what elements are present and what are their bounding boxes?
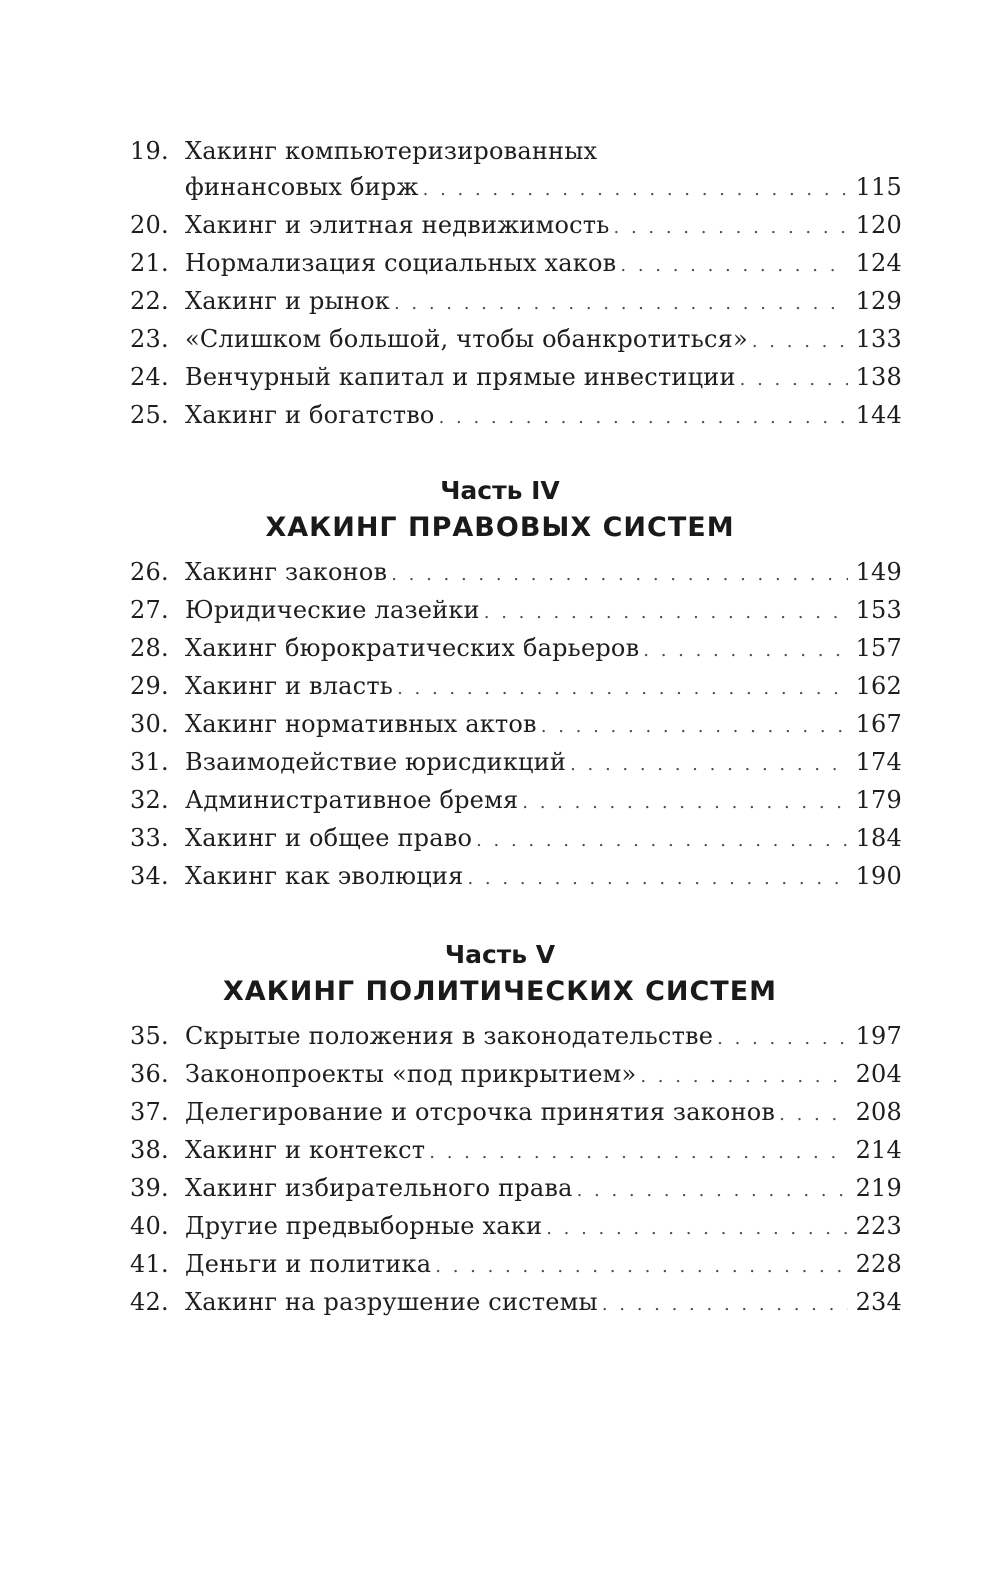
entry-number: 39. (130, 1174, 169, 1202)
entry-page: 214 (855, 1136, 902, 1164)
entry-number: 37. (130, 1098, 169, 1126)
entry-title: Хакинг и богатство (185, 401, 435, 429)
dot-leader (752, 323, 848, 361)
entry-number: 41. (130, 1250, 169, 1278)
entry-page: 208 (855, 1098, 902, 1126)
dot-leader (391, 556, 847, 594)
entry-number: 35. (130, 1022, 169, 1050)
entry-title: Венчурный капитал и прямые инвестиции (185, 363, 736, 391)
toc-entry (130, 1169, 902, 1207)
entry-title: Хакинг нормативных актов (185, 710, 537, 738)
entry-page: 234 (855, 1288, 902, 1316)
entry-number: 23. (130, 325, 169, 353)
toc-entry (130, 282, 902, 320)
toc-entry (130, 320, 902, 358)
toc-entry (130, 857, 902, 895)
dot-leader (467, 860, 847, 898)
entry-page: 138 (855, 363, 902, 391)
entry-number: 30. (130, 710, 169, 738)
entry-page: 120 (855, 211, 902, 239)
entry-title: «Слишком большой, чтобы обанкротиться» (185, 325, 748, 353)
toc-entry (130, 1093, 902, 1131)
entry-title: Юридические лазейки (185, 596, 480, 624)
entry-number: 21. (130, 249, 169, 277)
toc-entry (130, 553, 902, 591)
entry-title: Хакинг и элитная недвижимость (185, 211, 610, 239)
entry-title: Хакинг и общее право (185, 824, 473, 852)
entry-title: Другие предвыборные хаки (185, 1212, 543, 1240)
toc-entry (130, 1131, 902, 1169)
entry-page: 223 (855, 1212, 902, 1240)
entry-title: Хакинг как эволюция (185, 862, 464, 890)
toc-entry (130, 705, 902, 743)
entry-number: 29. (130, 672, 169, 700)
entry-number: 25. (130, 401, 169, 429)
toc-entry (130, 1017, 902, 1055)
dot-leader (614, 209, 848, 247)
toc-entry (130, 134, 902, 168)
entry-title: Хакинг и власть (185, 672, 394, 700)
toc-entry (130, 206, 902, 244)
entry-number: 26. (130, 558, 169, 586)
entry-page: 149 (855, 558, 902, 586)
entry-title: Административное бремя (185, 786, 519, 814)
toc-entry (130, 591, 902, 629)
dot-leader (541, 708, 848, 746)
dot-leader (643, 632, 847, 670)
entry-number: 22. (130, 287, 169, 315)
entry-page: 153 (855, 596, 902, 624)
entry-title: Хакинг и рынок (185, 287, 390, 315)
entry-title: Хакинг компьютеризированных (185, 137, 598, 165)
toc-list-part4 (130, 553, 902, 895)
entry-number: 19. (130, 137, 169, 165)
toc-list-part3 (130, 134, 902, 434)
part-label: Часть IV (440, 476, 560, 505)
dot-leader (394, 285, 848, 323)
dot-leader (476, 822, 847, 860)
dot-leader (640, 1058, 847, 1096)
dot-leader (423, 171, 848, 209)
toc-entry (130, 396, 902, 434)
toc-entry (130, 1055, 902, 1093)
dot-leader (546, 1210, 847, 1248)
entry-title: Деньги и политика (185, 1250, 432, 1278)
toc-entry-continuation (130, 168, 902, 206)
entry-title: Взаимодействие юрисдикций (185, 748, 567, 776)
entry-page: 184 (855, 824, 902, 852)
dot-leader (522, 784, 847, 822)
toc-entry (130, 629, 902, 667)
toc-entry (130, 743, 902, 781)
entry-number: 36. (130, 1060, 169, 1088)
dot-leader (620, 247, 847, 285)
entry-number: 34. (130, 862, 169, 890)
entry-page: 174 (855, 748, 902, 776)
entry-number: 31. (130, 748, 169, 776)
dot-leader (439, 399, 848, 437)
dot-leader (740, 361, 848, 399)
entry-page: 219 (855, 1174, 902, 1202)
toc-entry (130, 1245, 902, 1283)
entry-number: 40. (130, 1212, 169, 1240)
entry-number: 20. (130, 211, 169, 239)
entry-page: 144 (855, 401, 902, 429)
entry-title: Хакинг законов (185, 558, 388, 586)
dot-leader (435, 1248, 847, 1286)
toc-entry (130, 1283, 902, 1321)
entry-number: 27. (130, 596, 169, 624)
entry-title: финансовых бирж (185, 173, 419, 201)
dot-leader (717, 1020, 847, 1058)
entry-page: 204 (855, 1060, 902, 1088)
toc-entry (130, 667, 902, 705)
entry-page: 167 (855, 710, 902, 738)
entry-page: 197 (855, 1022, 902, 1050)
entry-page: 133 (855, 325, 902, 353)
entry-title: Хакинг на разрушение системы (185, 1288, 598, 1316)
entry-title: Хакинг избирательного права (185, 1174, 573, 1202)
entry-page: 157 (855, 634, 902, 662)
part-title: ХАКИНГ ПРАВОВЫХ СИСТЕМ (265, 512, 735, 543)
entry-title: Законопроекты «под прикрытием» (185, 1060, 637, 1088)
entry-title: Скрытые положения в законодательстве (185, 1022, 714, 1050)
entry-number: 42. (130, 1288, 169, 1316)
part-title: ХАКИНГ ПОЛИТИЧЕСКИХ СИСТЕМ (222, 976, 778, 1007)
entry-number: 32. (130, 786, 169, 814)
entry-number: 24. (130, 363, 169, 391)
entry-title: Хакинг и контекст (185, 1136, 426, 1164)
dot-leader (577, 1172, 848, 1210)
toc-entry (130, 781, 902, 819)
entry-page: 129 (855, 287, 902, 315)
toc-entry (130, 819, 902, 857)
dot-leader (570, 746, 848, 784)
entry-number: 28. (130, 634, 169, 662)
part-label: Часть V (444, 940, 556, 969)
toc-list-part5 (130, 1017, 902, 1321)
entry-number: 33. (130, 824, 169, 852)
toc-entry (130, 358, 902, 396)
entry-title: Хакинг бюрократических барьеров (185, 634, 640, 662)
entry-title: Делегирование и отсрочка принятия законов (185, 1098, 776, 1126)
entry-page: 162 (855, 672, 902, 700)
part-5-heading (0, 938, 1000, 1012)
entry-number: 38. (130, 1136, 169, 1164)
dot-leader (429, 1134, 847, 1172)
part-4-heading (0, 474, 1000, 548)
entry-page: 179 (855, 786, 902, 814)
entry-page: 190 (855, 862, 902, 890)
entry-page: 115 (855, 173, 902, 201)
dot-leader (397, 670, 848, 708)
entry-title: Нормализация социальных хаков (185, 249, 617, 277)
toc-entry (130, 244, 902, 282)
toc-entry (130, 1207, 902, 1245)
entry-page: 228 (855, 1250, 902, 1278)
entry-page: 124 (855, 249, 902, 277)
dot-leader (602, 1286, 848, 1324)
dot-leader (484, 594, 848, 632)
dot-leader (779, 1096, 847, 1134)
